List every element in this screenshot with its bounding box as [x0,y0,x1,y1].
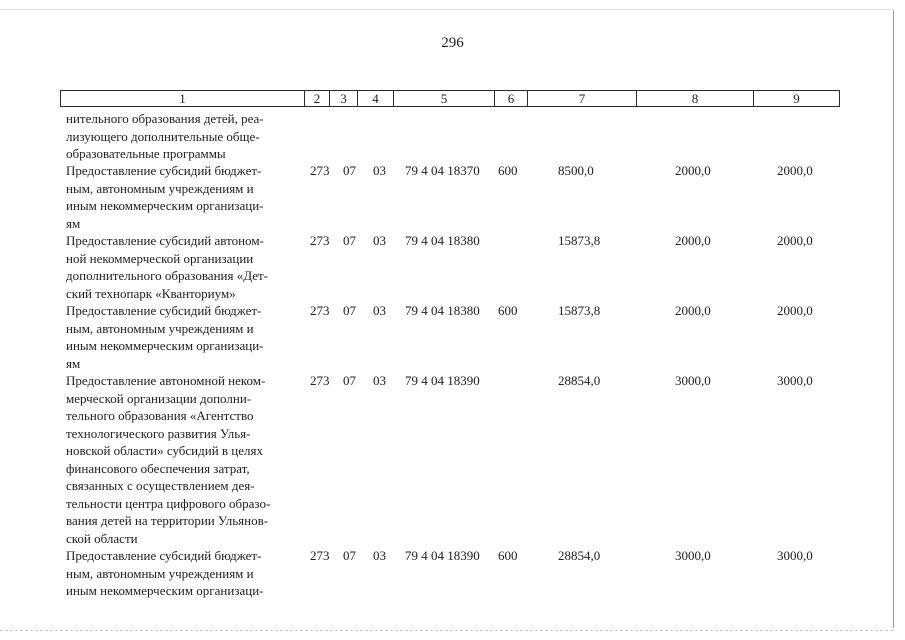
row-section: 07 [343,548,356,563]
header-col-1: 1 [61,91,305,106]
row-sum-2: 2000,0 [675,163,711,178]
intro-text: нительного образования детей, реа- лизующего дополнительные обще- образовательные программы [66,111,264,161]
scan-edge-bottom [0,630,893,632]
row-grbs: 273 [310,163,330,178]
row-grbs: 273 [310,233,330,248]
row-sum-1: 15873,8 [558,233,601,248]
row-sum-2: 2000,0 [675,303,711,318]
row-target-code: 79 4 04 18390 [405,373,480,388]
row-sum-2: 3000,0 [675,548,711,563]
row-description: Предоставление субсидий бюджет- ным, автономным учреждениям и иным некоммерческим организаци- [66,548,264,598]
header-col-2: 2 [305,91,330,106]
row-sum-3: 2000,0 [777,303,813,318]
header-col-5: 5 [394,91,495,106]
row-subsection: 03 [373,163,386,178]
row-expense-type: 600 [498,303,518,318]
row-subsection: 03 [373,548,386,563]
row-sum-3: 3000,0 [777,373,813,388]
row-sum-1: 28854,0 [558,373,601,388]
header-col-4: 4 [358,91,394,106]
row-section: 07 [343,303,356,318]
header-col-8: 8 [637,91,754,106]
page-number: 296 [441,35,464,51]
row-section: 07 [343,233,356,248]
header-col-9: 9 [793,91,800,106]
row-expense-type: 600 [498,163,518,178]
row-section: 07 [343,163,356,178]
row-subsection: 03 [373,233,386,248]
row-sum-1: 15873,8 [558,303,601,318]
header-col-3: 3 [330,91,358,106]
row-grbs: 273 [310,303,330,318]
row-description: Предоставление субсидий бюджет- ным, автономным учреждениям и иным некоммерческим организаци- ям [66,163,264,231]
row-target-code: 79 4 04 18370 [405,163,480,178]
header-col-6: 6 [495,91,528,106]
row-target-code: 79 4 04 18390 [405,548,480,563]
row-sum-3: 2000,0 [777,163,813,178]
row-target-code: 79 4 04 18380 [405,233,480,248]
table-header-row [60,90,840,107]
row-description: Предоставление субсидий бюджет- ным, автономным учреждениям и иным некоммерческим организаци- ям [66,303,264,371]
row-sum-3: 2000,0 [777,233,813,248]
row-target-code: 79 4 04 18380 [405,303,480,318]
row-description: Предоставление автономной неком- мерческой организации дополни- тельного образования «Агентство технологического развития Улья- новской области» субсидий в целях финансового обеспечения затрат, связанных с осуществлением дея- тельности центра цифрового образо- вания детей на территории Ульянов- ской области [66,373,271,546]
header-col-7: 7 [528,91,637,106]
row-grbs: 273 [310,548,330,563]
row-description: Предоставление субсидий автоном- ной некоммерческой организации дополнительного образования «Дет- ский технопарк «Кванториум» [66,233,269,301]
row-subsection: 03 [373,303,386,318]
scan-edge-top [0,9,893,10]
row-section: 07 [343,373,356,388]
row-sum-2: 3000,0 [675,373,711,388]
row-sum-1: 28854,0 [558,548,601,563]
row-expense-type: 600 [498,548,518,563]
row-sum-2: 2000,0 [675,233,711,248]
scan-edge-right [893,10,894,628]
row-sum-1: 8500,0 [558,163,594,178]
row-subsection: 03 [373,373,386,388]
row-sum-3: 3000,0 [777,548,813,563]
row-grbs: 273 [310,373,330,388]
